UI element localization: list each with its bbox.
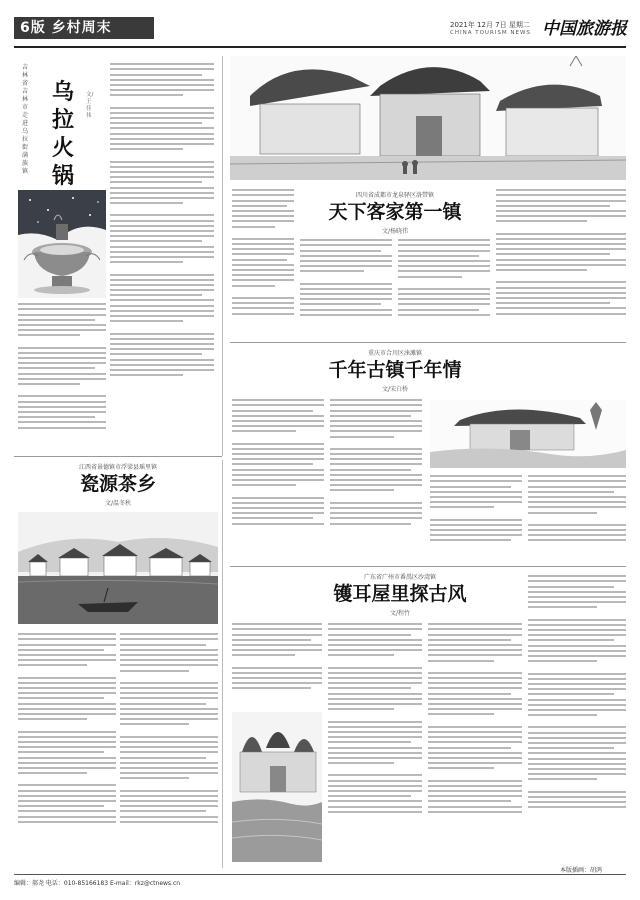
- article-4-body-col-2: [120, 630, 218, 866]
- article-5-byline: 文/程竹: [389, 610, 411, 617]
- publication-english-name: CHINA TOURISM NEWS: [450, 30, 531, 36]
- article-1-body-col-1: [18, 300, 106, 442]
- article-2-body-col-1: [232, 186, 294, 338]
- issue-date: 2021年 12月 7日 星期二: [450, 21, 530, 29]
- masthead: [14, 14, 626, 44]
- article-5-title: 镬耳屋里探古风: [333, 583, 467, 605]
- article-2-kicker: 四川省成都市龙泉驿区洛带镇: [355, 192, 434, 199]
- editor-contacts: 编辑：郝尧 电话：010-85166183 E-mail：rkz@ctnews.cn: [14, 880, 181, 887]
- article-5-body-col-4: [528, 572, 626, 860]
- section-title: 6版 乡村周末: [14, 17, 154, 39]
- article-3-body-col-1: [232, 396, 324, 560]
- section-divider: [230, 342, 626, 343]
- illustration-credit: 本版插画：胡鸿: [560, 867, 603, 874]
- hakka-town-illustration: [230, 56, 626, 180]
- footer-rule: [14, 874, 626, 875]
- masthead-rule: [14, 46, 626, 48]
- article-5-body-col-2: [328, 620, 422, 866]
- article-5-body-col-3: [428, 620, 522, 866]
- publication-logo: 中国旅游报: [542, 19, 627, 39]
- ancient-town-illustration: [430, 400, 626, 468]
- article-2-title: 天下客家第一镇: [328, 201, 462, 223]
- hotpot-illustration: [18, 190, 106, 298]
- article-4-body-col-1: [18, 630, 116, 866]
- article-3-body-col-3: [430, 472, 522, 560]
- article-2-body-col-2: [300, 236, 392, 338]
- article-3-title: 千年古镇千年情: [328, 359, 462, 381]
- article-5-kicker: 广东省广州市番禺区沙湾镇: [363, 574, 436, 581]
- article-4-kicker: 江西省景德镇市浮梁县瑶里镇: [78, 464, 157, 471]
- article-2-body-col-3: [398, 236, 490, 338]
- article-3-body-col-4: [528, 472, 626, 560]
- article-4-byline: 文/温冬秋: [104, 500, 132, 507]
- article-1-body-col-2: [110, 60, 214, 446]
- porcelain-village-illustration: [18, 512, 218, 624]
- article-1-byline: 文/王佳伟: [86, 92, 94, 119]
- article-3-kicker: 重庆市合川区涞滩镇: [367, 350, 422, 357]
- article-1-kicker: 吉林省吉林市 走进乌拉街满族镇: [22, 64, 29, 175]
- article-1-title: 乌拉火锅: [52, 79, 75, 189]
- article-3-byline: 文/宋白桥: [381, 386, 409, 393]
- article-5-body-col-1: [232, 620, 322, 708]
- column-divider: [222, 460, 223, 868]
- section-divider: [230, 566, 626, 567]
- column-divider: [222, 56, 223, 456]
- article-2-body-col-4: [496, 186, 626, 338]
- article-4-title: 瓷源茶乡: [79, 473, 156, 495]
- wok-ear-house-illustration: [232, 712, 322, 862]
- section-divider: [14, 456, 222, 457]
- article-3-body-col-2: [330, 396, 422, 560]
- article-2-byline: 文/杨晓伟: [381, 228, 409, 235]
